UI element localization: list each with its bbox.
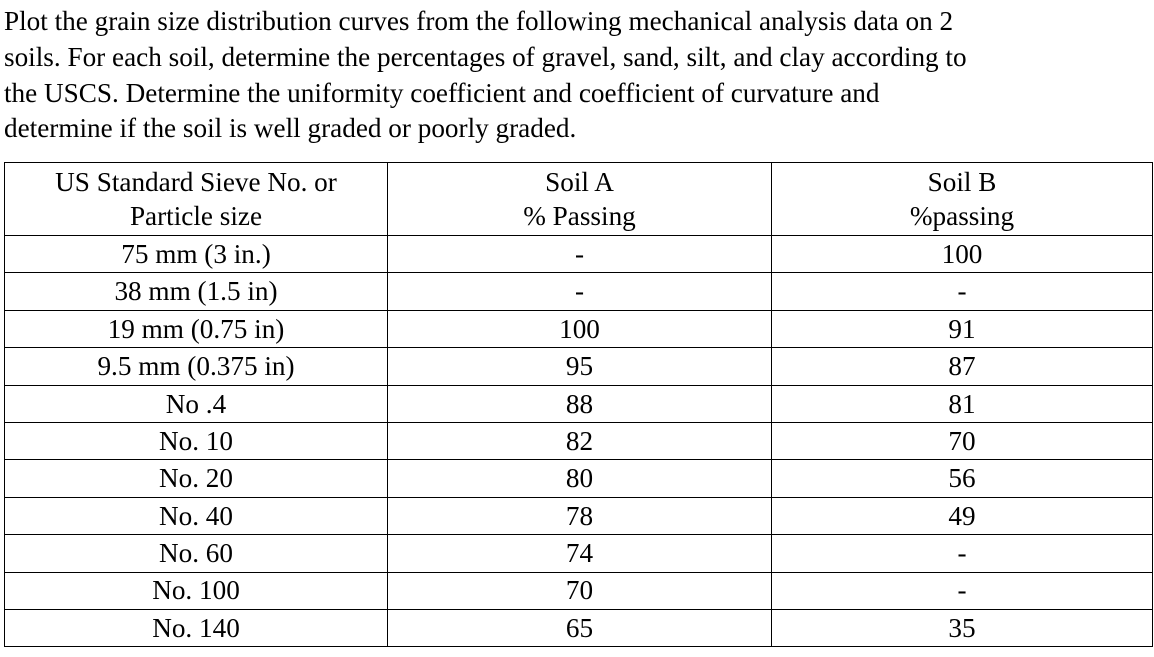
table-row <box>5 273 1153 310</box>
table-row <box>5 535 1153 572</box>
soil-b-passing-cell: 100 <box>772 236 1153 273</box>
sieve-size-cell: No. 100 <box>5 572 388 609</box>
sieve-size-cell: No. 10 <box>5 422 388 459</box>
soil-a-passing-cell: 74 <box>388 535 772 572</box>
soil-b-passing-cell: 56 <box>772 460 1153 497</box>
table-body <box>5 236 1153 647</box>
header-line: Particle size <box>129 201 263 231</box>
problem-line: soils. For each soil, determine the percentages of gravel, sand, silt, and clay according to <box>4 41 967 72</box>
header-line: US Standard Sieve No. or <box>55 167 337 197</box>
soil-b-passing-cell: 70 <box>772 422 1153 459</box>
soil-a-passing-cell: 100 <box>388 310 772 347</box>
table-row <box>5 460 1153 497</box>
sieve-size-cell: 38 mm (1.5 in) <box>5 273 388 310</box>
table-row <box>5 572 1153 609</box>
soil-b-passing-cell: 49 <box>772 497 1153 534</box>
table-row <box>5 236 1153 273</box>
soil-a-passing-cell: - <box>388 273 772 310</box>
sieve-analysis-table <box>4 162 1153 647</box>
soil-b-passing-cell: 81 <box>772 385 1153 422</box>
problem-line: Plot the grain size distribution curves from the following mechanical analysis data on 2 <box>4 6 954 36</box>
header-line: % Passing <box>523 201 636 231</box>
header-soil-a <box>388 163 772 236</box>
header-soil-b <box>772 163 1153 236</box>
soil-a-passing-cell: 70 <box>388 572 772 609</box>
soil-b-passing-cell: - <box>772 273 1153 310</box>
soil-b-passing-cell: 87 <box>772 348 1153 385</box>
sieve-size-cell: No. 40 <box>5 497 388 534</box>
header-line: %passing <box>909 201 1015 231</box>
sieve-size-cell: No .4 <box>5 385 388 422</box>
table-header <box>5 163 1153 236</box>
soil-b-passing-cell: - <box>772 572 1153 609</box>
header-line: Soil A <box>545 167 614 197</box>
table-row <box>5 497 1153 534</box>
sieve-size-cell: No. 60 <box>5 535 388 572</box>
sieve-size-cell: 9.5 mm (0.375 in) <box>5 348 388 385</box>
sieve-size-cell: No. 140 <box>5 609 388 646</box>
sieve-size-cell: No. 20 <box>5 460 388 497</box>
soil-b-passing-cell: 35 <box>772 609 1153 646</box>
problem-line: determine if the soil is well graded or poorly graded. <box>4 113 577 144</box>
sieve-size-cell: 75 mm (3 in.) <box>5 236 388 273</box>
table-row <box>5 422 1153 459</box>
header-line: Soil B <box>927 167 997 197</box>
soil-a-passing-cell: 88 <box>388 385 772 422</box>
soil-a-passing-cell: 65 <box>388 609 772 646</box>
sieve-size-cell: 19 mm (0.75 in) <box>5 310 388 347</box>
soil-b-passing-cell: 91 <box>772 310 1153 347</box>
soil-b-passing-cell: - <box>772 535 1153 572</box>
table-row <box>5 310 1153 347</box>
soil-a-passing-cell: 78 <box>388 497 772 534</box>
header-sieve-size <box>5 163 388 236</box>
soil-a-passing-cell: 95 <box>388 348 772 385</box>
header-row <box>5 163 1153 236</box>
table-row <box>5 348 1153 385</box>
table-row <box>5 609 1153 646</box>
soil-a-passing-cell: - <box>388 236 772 273</box>
problem-statement <box>4 4 1152 147</box>
soil-a-passing-cell: 80 <box>388 460 772 497</box>
problem-line: the USCS. Determine the uniformity coefficient and coefficient of curvature and <box>4 77 880 108</box>
soil-a-passing-cell: 82 <box>388 422 772 459</box>
table-row <box>5 385 1153 422</box>
